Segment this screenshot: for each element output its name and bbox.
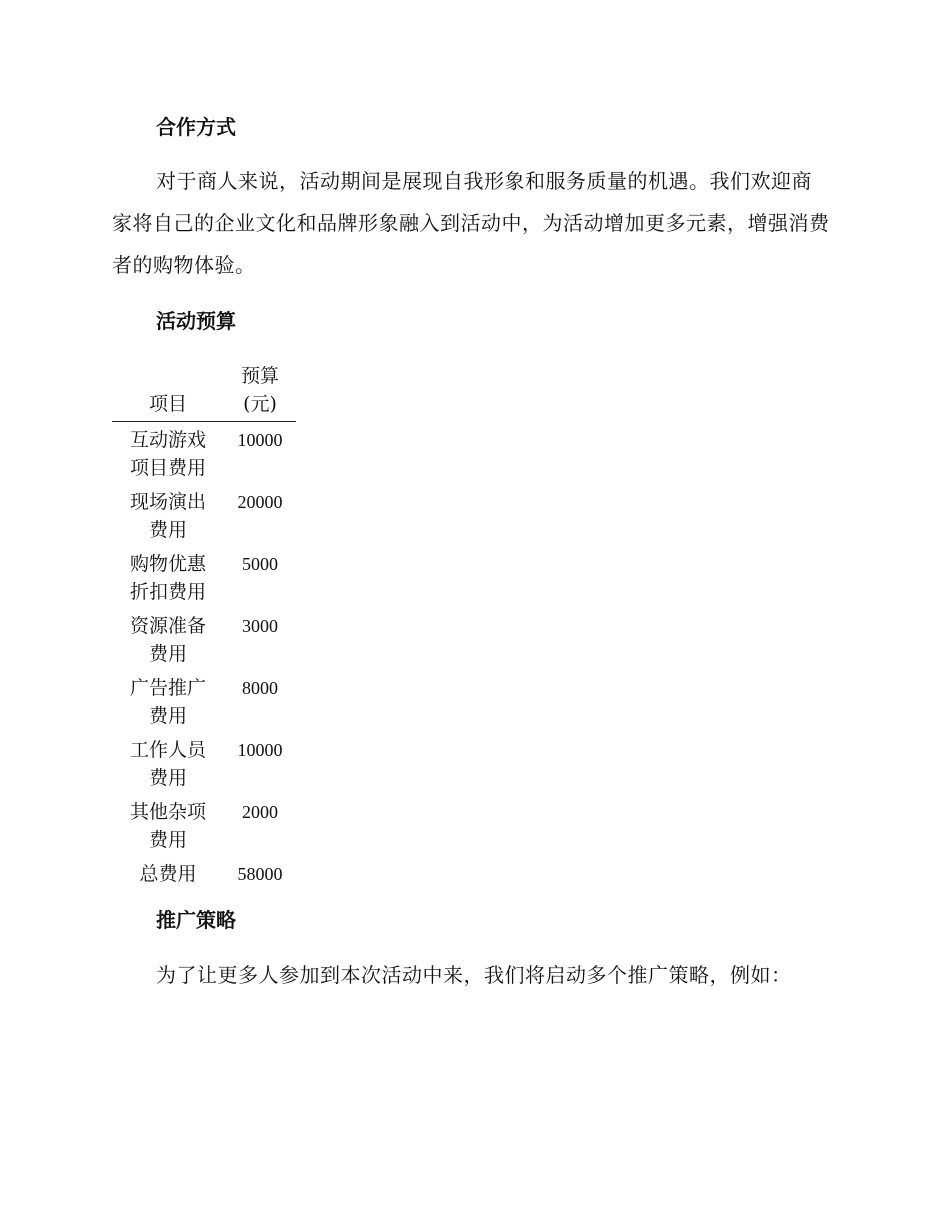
item-cell (112, 857, 224, 891)
item-line1: 购物优惠 (129, 553, 206, 575)
item-cell (112, 547, 224, 609)
item-line1: 资源准备 (129, 615, 206, 637)
item-line2: 费用 (148, 829, 187, 851)
item-cell (112, 795, 224, 857)
table-row (112, 422, 296, 486)
table-row (112, 547, 296, 609)
value-cell: 3000 (242, 616, 278, 636)
table-row (112, 485, 296, 547)
table-row (112, 795, 296, 857)
value-cell: 8000 (242, 678, 278, 698)
item-line1: 其他杂项 (129, 801, 206, 823)
budget-table (112, 362, 296, 891)
item-cell (112, 609, 224, 671)
budget-table-header-row (112, 362, 296, 422)
item-cell (112, 733, 224, 795)
header-budget-line1: 预算 (240, 365, 279, 387)
item-line2: 费用 (148, 643, 187, 665)
item-line2: 费用 (148, 705, 187, 727)
item-cell (112, 485, 224, 547)
item-line1: 互动游戏 (129, 429, 206, 451)
item-line1: 广告推广 (129, 677, 206, 699)
header-item: 项目 (112, 362, 224, 422)
table-row-total (112, 857, 296, 891)
item-cell (112, 422, 224, 486)
value-cell: 2000 (242, 802, 278, 822)
cooperation-paragraph: 对于商人来说，活动期间是展现自我形象和服务质量的机遇。我们欢迎商家将自己的企业文化和品牌形象融入到活动中，为活动增加更多元素，增强消费者的购物体验。 (112, 169, 830, 277)
item-line2: 费用 (148, 767, 187, 789)
table-row (112, 671, 296, 733)
item-line2: 折扣费用 (129, 581, 206, 603)
item-cell (112, 671, 224, 733)
table-row (112, 733, 296, 795)
value-cell: 10000 (237, 740, 283, 760)
item-line2: 费用 (148, 519, 187, 541)
section-heading-cooperation: 合作方式 (156, 115, 236, 139)
value-cell: 5000 (242, 554, 278, 574)
promotion-paragraph: 为了让更多人参加到本次活动中来，我们将启动多个推广策略，例如： (156, 963, 792, 987)
header-budget-line2: (元) (243, 393, 277, 415)
item-line1: 工作人员 (129, 739, 206, 761)
value-cell: 20000 (237, 492, 283, 512)
item-line1: 现场演出 (129, 491, 206, 513)
section-heading-budget: 活动预算 (156, 309, 236, 333)
item-line1: 总费用 (139, 863, 197, 885)
table-row (112, 609, 296, 671)
item-line2: 项目费用 (129, 457, 206, 479)
header-budget (224, 362, 296, 422)
value-cell-total: 58000 (237, 864, 283, 884)
section-heading-promotion: 推广策略 (156, 908, 236, 932)
value-cell: 10000 (237, 430, 283, 450)
